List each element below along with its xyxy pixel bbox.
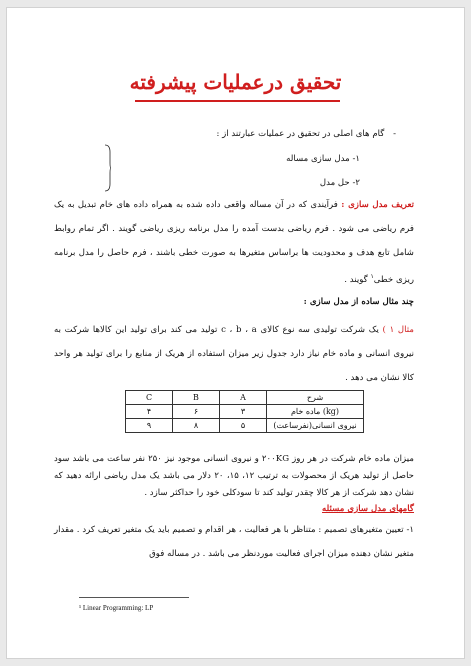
table-header-cell: A — [220, 391, 267, 405]
table-header-cell: B — [173, 391, 220, 405]
table-cell: ۴ — [126, 405, 173, 419]
example1-paragraph — [54, 318, 414, 390]
footnote: ¹ Linear Programming: LP — [79, 604, 154, 612]
definition-paragraph — [54, 193, 414, 292]
table-cell: ۸ — [173, 419, 220, 433]
footnote-mark: ۱ — [370, 273, 374, 280]
table-header-cell: شرح — [267, 391, 364, 405]
steps-heading: گامهای مدل سازی مسئله — [322, 504, 414, 514]
table-row — [126, 405, 364, 419]
definition-label: تعریف مدل سازی : — [341, 200, 415, 210]
step1-paragraph: ۱- تعیین متغیرهای تصمیم : متناظر با هر فعالیت ، هر اقدام و تصمیم باید یک متغیر تعریف کرد . مقدار متغیر نشان دهنده میزان اجرای فعالیت موردنظر می باشد . در مساله فوق — [54, 525, 414, 559]
table-cell: ۶ — [173, 405, 220, 419]
intro-bullet: - — [393, 129, 396, 139]
document-page — [6, 7, 465, 659]
intro-text: گام های اصلی در تحقیق در عملیات عبارتند از : — [216, 129, 385, 139]
step-item-solve: ۲- حل مدل — [319, 178, 360, 188]
table-row — [126, 419, 364, 433]
examples-heading: چند مثال ساده از مدل سازی : — [303, 297, 414, 307]
title-underline — [135, 100, 340, 102]
table-cell: ماده خام (kg) — [267, 405, 364, 419]
problem-paragraph: میزان ماده خام شرکت در هر روز ۲۰۰KG و نیروی انسانی موجود نیز ۲۵۰ نفر ساعت می باشد سود حاصل از تولید هریک از محصولات به ترتیب ۱۲، ۱۵، ۲۰ دلار می باشد یک مدل ریاضی ارائه دهید که نشان دهد شرکت از هر کالا چقدر تولید کند تا سودکلی خود را حداکثر سازد . — [54, 454, 414, 498]
definition-ending: گویند . — [344, 274, 368, 285]
table-header-row — [126, 391, 364, 405]
table-cell: ۹ — [126, 419, 173, 433]
example1-label: مثال ۱ ) — [382, 325, 414, 335]
brace-icon — [105, 144, 111, 192]
example1-text: یک شرکت تولیدی سه نوع کالای c ، b ، a تولید می کند برای تولید این کالاها شرکت به نیروی انسانی و ماده خام نیاز دارد جدول زیر میزان استفاده از هریک از منابع را برای تولید هر واحد کالا نشان می دهد . — [54, 325, 414, 383]
intro-line — [217, 129, 397, 139]
table-header-cell: C — [126, 391, 173, 405]
table-cell: ۳ — [220, 405, 267, 419]
definition-text: فرآیندی که در آن مساله واقعی داده شده به همراه داده های خام تبدیل به یک فرم ریاضی می شود . فرم ریاضی بدست آمده را مدل برنامه ریزی ریاضی گویند . اگر تمام روابط شامل تابع هدف و محدودیت ها براساس متغیرها به صورت خطی باشند ، فرم حاصل را مدل برنامه ریزی خطی — [54, 200, 414, 285]
table-cell: نیروی انسانی(نفرساعت) — [267, 419, 364, 433]
footnote-separator — [79, 597, 189, 598]
step-item-modeling: ۱- مدل سازی مساله — [286, 154, 360, 164]
resource-table — [125, 390, 364, 433]
page-title: تحقیق درعملیات پیشرفته — [129, 70, 342, 94]
table-cell: ۵ — [220, 419, 267, 433]
